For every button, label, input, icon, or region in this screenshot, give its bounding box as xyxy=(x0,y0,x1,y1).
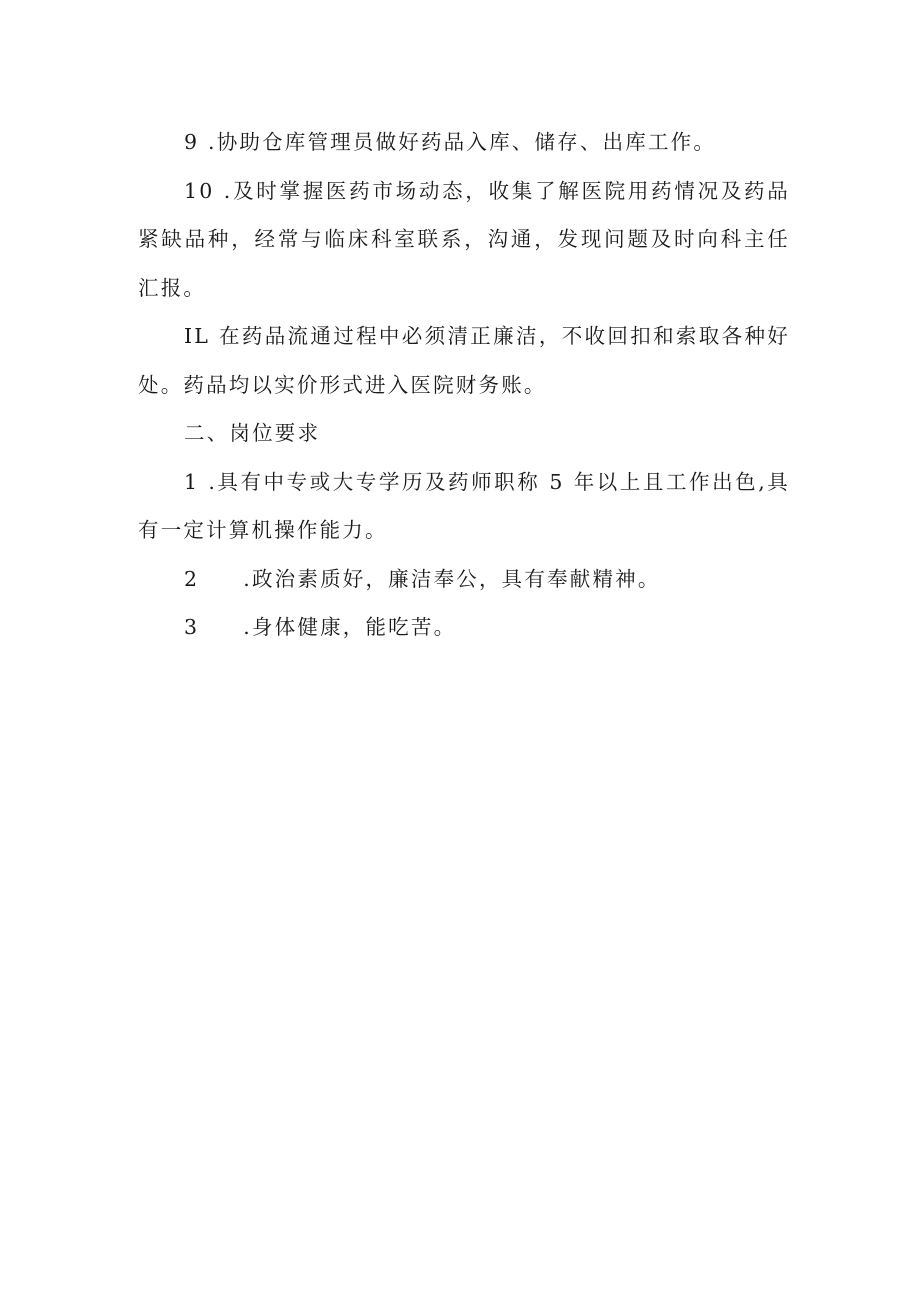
document-body xyxy=(138,118,790,652)
item-separator: . xyxy=(199,469,218,494)
item-text: 协助仓库管理员做好药品入库、储存、出库工作。 xyxy=(216,130,717,154)
item-text: 在药品流通过程中必须清正廉洁，不收回扣和索取各种好处。药品均以实价形式进入医院财务账。 xyxy=(138,324,791,397)
item-separator: . xyxy=(243,566,252,591)
item-number: IL xyxy=(184,324,211,348)
requirement-item-3 xyxy=(138,603,790,652)
item-text: 身体健康，能吃苦。 xyxy=(251,615,457,639)
requirement-item-1 xyxy=(138,458,790,555)
requirement-item-2 xyxy=(138,555,790,604)
item-separator xyxy=(210,324,219,348)
item-text: 政治素质好，廉洁奉公，具有奉献精神。 xyxy=(251,566,661,591)
item-number: 9 xyxy=(184,130,200,154)
item-text: 具有中专或大专学历及药师职称 5 年以上且工作出色,具有一定计算机操作能力。 xyxy=(138,469,790,542)
item-text: 及时掌握医药市场动态，收集了解医院用药情况及药品紧缺品种，经常与临床科室联系，沟通，发现问题及时向科主任汇报。 xyxy=(138,178,790,300)
item-number: 2 xyxy=(184,566,200,591)
item-number: 10 xyxy=(184,178,215,203)
duty-item-9 xyxy=(138,118,790,167)
duty-item-11 xyxy=(138,312,790,409)
item-number: 1 xyxy=(184,469,200,494)
item-separator: . xyxy=(243,615,252,639)
duty-item-10 xyxy=(138,167,790,313)
item-separator: . xyxy=(214,178,233,203)
section-heading: 二、岗位要求 xyxy=(184,421,321,445)
item-separator: . xyxy=(199,130,217,154)
item-number: 3 xyxy=(184,615,200,639)
